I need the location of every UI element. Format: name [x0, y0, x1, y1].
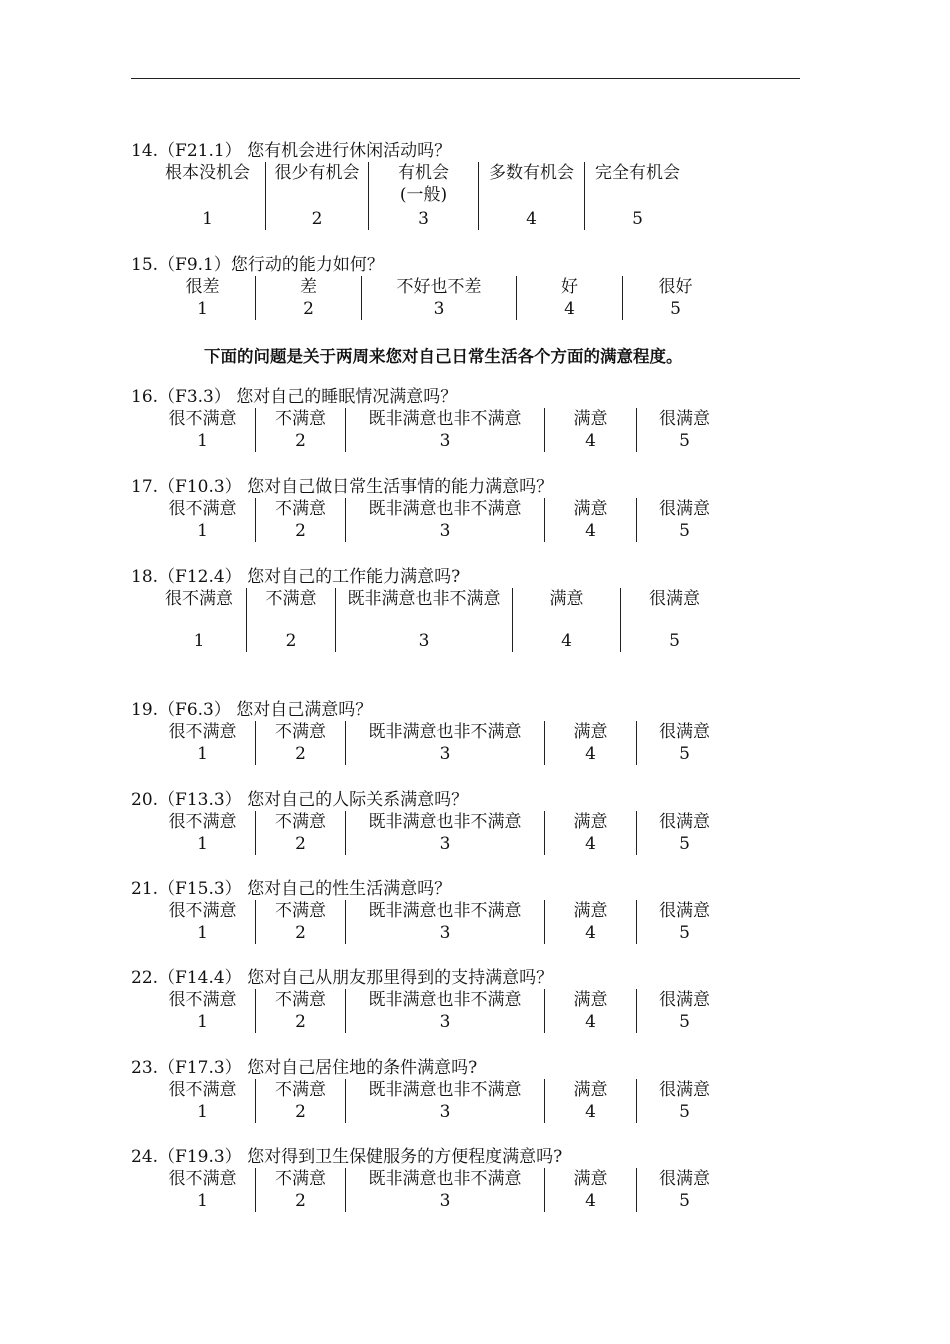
option-label: 既非满意也非不满意	[368, 901, 522, 921]
option-number: 3	[439, 431, 451, 451]
option-number: 5	[670, 299, 681, 319]
scale-option-4[interactable]	[544, 1168, 636, 1212]
scale-option-2[interactable]	[255, 1168, 345, 1212]
scale-option-5[interactable]	[636, 498, 732, 542]
option-label: 很不满意	[168, 1169, 237, 1189]
option-number: 3	[439, 1191, 451, 1211]
scale-option-3[interactable]	[345, 498, 544, 542]
option-number: 3	[433, 299, 445, 319]
scale-option-4[interactable]	[544, 811, 636, 855]
option-label: 既非满意也非不满意	[368, 812, 522, 832]
scale-option-1[interactable]	[150, 162, 265, 230]
scale-option-4[interactable]	[512, 588, 620, 652]
option-number: 2	[295, 521, 306, 541]
option-label: 满意	[573, 1080, 608, 1100]
option-number: 3	[439, 923, 451, 943]
scale-option-2[interactable]	[255, 408, 345, 452]
section-heading: 下面的问题是关于两周来您对自己日常生活各个方面的满意程度。	[204, 347, 683, 366]
scale-option-1[interactable]	[150, 900, 255, 944]
scale-option-4[interactable]	[544, 408, 636, 452]
option-number: 5	[632, 209, 643, 229]
option-label: 多数有机会	[489, 163, 574, 183]
option-label: 不满意	[275, 812, 326, 832]
option-number: 4	[585, 923, 596, 943]
question-15-text: 15.（F9.1）您行动的能力如何？	[131, 255, 384, 275]
scale-option-3[interactable]	[345, 1168, 544, 1212]
scale-option-1[interactable]	[150, 276, 255, 320]
scale-option-4[interactable]	[544, 721, 636, 765]
option-label: 既非满意也非不满意	[368, 1080, 522, 1100]
scale-option-5[interactable]	[584, 162, 690, 230]
option-number: 5	[679, 1012, 690, 1032]
scale-option-2[interactable]	[255, 276, 361, 320]
question-20-scale	[150, 811, 732, 855]
option-label: 不满意	[275, 1080, 326, 1100]
option-label: 很不满意	[168, 499, 237, 519]
option-label: 满意	[573, 901, 608, 921]
option-number: 5	[679, 1102, 690, 1122]
option-label: 很满意	[659, 409, 710, 429]
option-number: 2	[285, 631, 297, 651]
scale-option-1[interactable]	[150, 721, 255, 765]
option-label: 很不满意	[165, 589, 233, 609]
option-label: 很满意	[659, 990, 710, 1010]
option-number: 5	[679, 744, 690, 764]
option-number: 1	[202, 209, 213, 229]
option-label: 满意	[573, 499, 608, 519]
question-20-text: 20.（F13.3） 您对自己的人际关系满意吗？	[131, 790, 469, 810]
option-number: 4	[585, 1102, 596, 1122]
option-number: 5	[679, 1191, 690, 1211]
scale-option-3[interactable]	[345, 989, 544, 1033]
question-17-text: 17.（F10.3） 您对自己做日常生活事情的能力满意吗？	[131, 477, 554, 497]
option-number: 2	[295, 1191, 306, 1211]
scale-option-4[interactable]	[544, 498, 636, 542]
scale-option-5[interactable]	[636, 1168, 732, 1212]
option-label: 满意	[573, 722, 608, 742]
question-16-text: 16.（F3.3） 您对自己的睡眠情况满意吗？	[131, 387, 458, 407]
question-21-scale	[150, 900, 732, 944]
scale-option-5[interactable]	[636, 408, 732, 452]
scale-option-3[interactable]	[361, 276, 516, 320]
option-number: 3	[439, 521, 451, 541]
option-number: 1	[197, 1012, 208, 1032]
option-number: 4	[526, 209, 537, 229]
scale-option-1[interactable]	[150, 1168, 255, 1212]
option-number: 1	[197, 1191, 208, 1211]
option-number: 3	[439, 834, 451, 854]
option-number: 5	[669, 631, 680, 651]
scale-option-5[interactable]	[636, 989, 732, 1033]
question-24-text: 24.（F19.3） 您对得到卫生保健服务的方便程度满意吗?	[131, 1147, 563, 1167]
option-number: 4	[561, 631, 572, 651]
scale-option-1[interactable]	[150, 811, 255, 855]
scale-option-1[interactable]	[150, 408, 255, 452]
scale-option-2[interactable]	[255, 721, 345, 765]
option-label: 既非满意也非不满意	[347, 589, 501, 609]
option-label: 不满意	[275, 722, 326, 742]
scale-option-2[interactable]	[246, 588, 335, 652]
option-label: 既非满意也非不满意	[368, 722, 522, 742]
question-19-text: 19.（F6.3） 您对自己满意吗？	[131, 700, 373, 720]
option-label: 既非满意也非不满意	[368, 1169, 522, 1189]
option-number: 4	[585, 744, 596, 764]
scale-option-1[interactable]	[150, 498, 255, 542]
option-number: 2	[295, 923, 306, 943]
scale-option-1[interactable]	[152, 588, 246, 652]
scale-option-2[interactable]	[265, 162, 368, 230]
option-number: 4	[585, 1191, 596, 1211]
option-label: 很满意	[659, 812, 710, 832]
scale-option-5[interactable]	[636, 811, 732, 855]
option-label: 不满意	[265, 589, 317, 609]
scale-option-5[interactable]	[636, 900, 732, 944]
option-label: 很差	[185, 277, 220, 297]
option-number: 5	[679, 431, 690, 451]
option-number: 1	[197, 923, 208, 943]
option-label: 满意	[573, 812, 608, 832]
option-number: 4	[585, 521, 596, 541]
option-number: 1	[197, 1102, 208, 1122]
option-number: 3	[439, 744, 451, 764]
option-label: 满意	[549, 589, 584, 609]
option-label: 很不满意	[168, 990, 237, 1010]
option-label: 好	[561, 277, 578, 297]
question-14-scale	[150, 162, 690, 230]
option-label: 完全有机会	[595, 163, 680, 183]
option-label: 根本没机会	[165, 163, 250, 183]
question-21-text: 21.（F15.3） 您对自己的性生活满意吗？	[131, 879, 452, 899]
option-number: 4	[564, 299, 575, 319]
question-16-scale	[150, 408, 732, 452]
option-label: 很不满意	[168, 901, 237, 921]
option-number: 2	[295, 1012, 306, 1032]
option-label: 很满意	[649, 589, 700, 609]
option-label: 很满意	[659, 1169, 710, 1189]
option-label: 满意	[573, 409, 608, 429]
option-label: 很不满意	[168, 722, 237, 742]
scale-option-5[interactable]	[622, 276, 728, 320]
option-number: 1	[193, 631, 205, 651]
option-number: 1	[197, 834, 208, 854]
scale-option-3[interactable]	[368, 162, 478, 230]
scale-option-4[interactable]	[516, 276, 622, 320]
option-number: 2	[311, 209, 323, 229]
scale-option-1[interactable]	[150, 1079, 255, 1123]
question-24-scale	[150, 1168, 732, 1212]
option-label: 不满意	[275, 1169, 326, 1189]
question-22-scale	[150, 989, 732, 1033]
question-19-scale	[150, 721, 732, 765]
question-22-text: 22.（F14.4） 您对自己从朋友那里得到的支持满意吗？	[131, 968, 554, 988]
question-23-scale	[150, 1079, 732, 1123]
option-label: 很不满意	[168, 812, 237, 832]
scale-option-4[interactable]	[478, 162, 584, 230]
option-label: 不好也不差	[396, 277, 482, 297]
option-number: 5	[679, 834, 690, 854]
option-number: 2	[295, 744, 306, 764]
option-number: 4	[585, 834, 596, 854]
scale-option-2[interactable]	[255, 989, 345, 1033]
scale-option-3[interactable]	[345, 900, 544, 944]
option-number: 5	[679, 923, 690, 943]
scale-option-3[interactable]	[345, 1079, 544, 1123]
option-label: 很不满意	[168, 1080, 237, 1100]
scale-option-3[interactable]	[335, 588, 512, 652]
scale-option-5[interactable]	[636, 1079, 732, 1123]
option-number: 1	[197, 521, 208, 541]
scale-option-2[interactable]	[255, 900, 345, 944]
option-label: 很不满意	[168, 409, 237, 429]
option-number: 1	[197, 299, 208, 319]
scale-option-5[interactable]	[620, 588, 728, 652]
option-label: 很满意	[659, 1080, 710, 1100]
option-label: 很少有机会	[274, 163, 360, 183]
scale-option-3[interactable]	[345, 408, 544, 452]
option-number: 2	[295, 834, 306, 854]
option-label: 不满意	[275, 990, 326, 1010]
option-number: 4	[585, 1012, 596, 1032]
option-label: 很满意	[659, 901, 710, 921]
question-23-text: 23.（F17.3） 您对自己居住地的条件满意吗?	[131, 1058, 478, 1078]
scale-option-1[interactable]	[150, 989, 255, 1033]
option-label: 满意	[573, 990, 608, 1010]
option-label: 差	[300, 277, 317, 297]
option-number: 3	[418, 631, 430, 651]
scale-option-2[interactable]	[255, 811, 345, 855]
scale-option-2[interactable]	[255, 498, 345, 542]
option-number: 1	[197, 744, 208, 764]
option-label: 不满意	[275, 409, 326, 429]
scale-option-4[interactable]	[544, 900, 636, 944]
question-15-scale	[150, 276, 728, 320]
option-label: 有机会(一般)	[398, 163, 449, 205]
option-number: 4	[585, 431, 596, 451]
scale-option-4[interactable]	[544, 989, 636, 1033]
question-14-text: 14.（F21.1） 您有机会进行休闲活动吗？	[131, 141, 452, 161]
option-number: 3	[418, 209, 429, 229]
scale-option-3[interactable]	[345, 811, 544, 855]
option-number: 1	[197, 431, 208, 451]
option-number: 3	[439, 1012, 451, 1032]
option-number: 5	[679, 521, 690, 541]
scale-option-4[interactable]	[544, 1079, 636, 1123]
option-label: 满意	[573, 1169, 608, 1189]
option-label: 不满意	[275, 499, 326, 519]
question-17-scale	[150, 498, 732, 542]
scale-option-3[interactable]	[345, 721, 544, 765]
option-number: 2	[295, 1102, 306, 1122]
option-label: 很满意	[659, 499, 710, 519]
scale-option-5[interactable]	[636, 721, 732, 765]
option-label: 不满意	[275, 901, 326, 921]
scale-option-2[interactable]	[255, 1079, 345, 1123]
option-label: 既非满意也非不满意	[368, 409, 522, 429]
header-rule	[131, 78, 800, 79]
option-label: 既非满意也非不满意	[368, 499, 522, 519]
option-label: 既非满意也非不满意	[368, 990, 522, 1010]
option-number: 3	[439, 1102, 451, 1122]
question-18-scale	[152, 588, 728, 652]
question-18-text: 18.（F12.4） 您对自己的工作能力满意吗?	[131, 567, 461, 587]
option-label: 很好	[658, 277, 693, 297]
option-number: 2	[303, 299, 314, 319]
option-number: 2	[295, 431, 306, 451]
option-label: 很满意	[659, 722, 710, 742]
